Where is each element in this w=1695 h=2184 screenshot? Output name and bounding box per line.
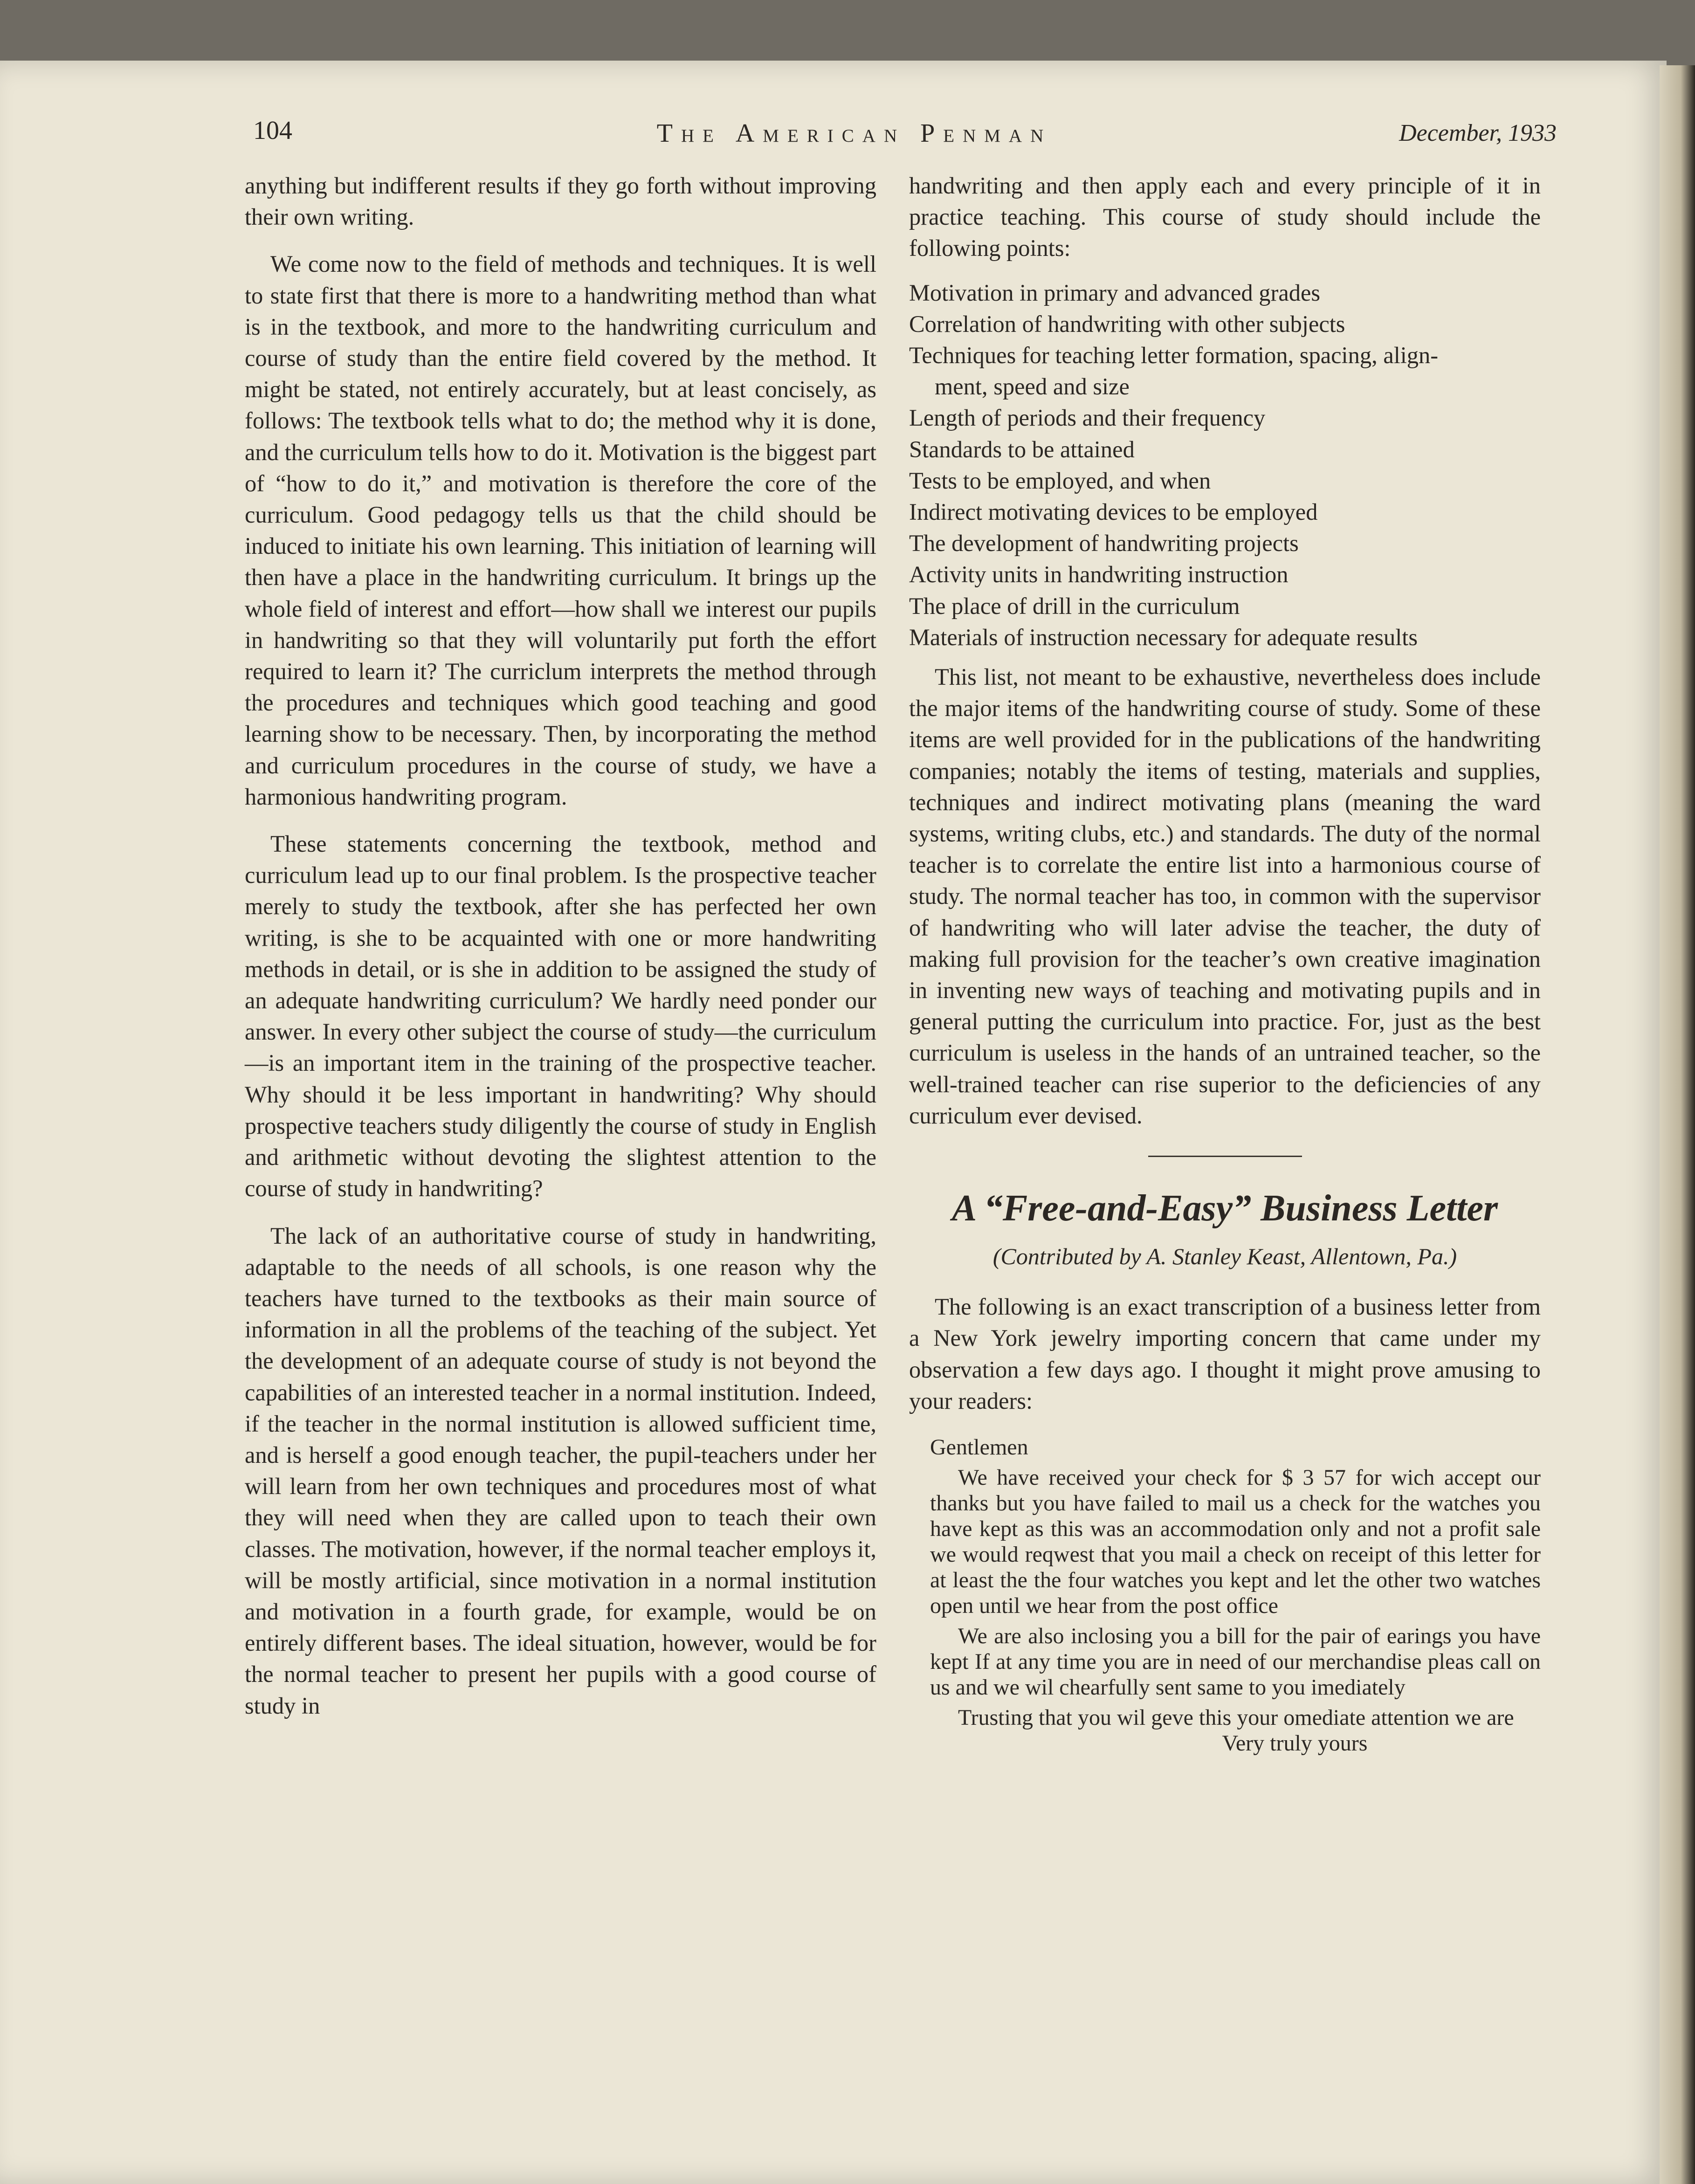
left-column: [245, 170, 876, 1722]
list-item: Motivation in primary and advanced grades: [909, 279, 1321, 306]
paragraph: This list, not meant to be exhaustive, nevertheless does include the major items of the handwriting course of study. Some of these items are well provided for in the publications of the handwriting companies; notably the items of testing, materials and supplies, techniques and indirect motivating plans (meaning the ward systems, writing clubs, etc.) and standards. The duty of the normal teacher is to correlate the entire list into a harmonious course of study. The normal teacher has too, in common with the supervisor of handwriting who will later advise the teacher, the duty of making full provision for the teacher’s own creative imagination in inventing new ways of teaching and motivating pupils and in general putting the curriculum into practice. For, just as the best curriculum is useless in the hands of an untrained teacher, so the well-trained teacher can rise superior to the deficiencies of any curriculum ever devised.: [909, 664, 1541, 1129]
page-edge: [1660, 65, 1695, 2184]
letter-paragraph: We are also inclosing you a bill for the pair of earings you have kept If at any time you are in need of our merchandise pleas call on us and we wil chearfully sent same to you imediately: [930, 1623, 1541, 1700]
list-item: Techniques for teaching letter formation, spacing, align- ment, speed and size: [909, 340, 1541, 402]
list-item: The development of handwriting projects: [909, 530, 1299, 557]
list-item: The place of drill in the curriculum: [909, 593, 1240, 619]
issue-date: December, 1933: [1399, 120, 1557, 146]
list-item: Standards to be attained: [909, 436, 1135, 462]
list-item: Length of periods and their frequency: [909, 405, 1266, 431]
letter-closing: Very truly yours: [1222, 1730, 1368, 1756]
list-item: Tests to be employed, and when: [909, 467, 1211, 494]
paragraph: These statements concerning the textbook, method and curriculum lead up to our final problem. Is the prospective teacher merely to study the textbook, after she has perfected her own writing, is she to be acquainted with one or more handwriting methods in detail, or is she in addition to be assigned the study of an adequate handwriting curriculum? We hardly need ponder our answer. In every other subject the course of study—the curriculum—is an important item in the training of the prospective teacher. Why should it be less important in handwriting? Why should prospective teachers study diligently the course of study in English and arithmetic without devoting the slightest attention to the course of study in handwriting?: [245, 831, 876, 1202]
page-number: 104: [253, 116, 292, 145]
letter-salutation: Gentlemen: [930, 1434, 1028, 1460]
paragraph: anything but indifferent results if they go forth without improving their own writing.: [245, 172, 876, 230]
course-points-list: [909, 277, 1541, 653]
paragraph: We come now to the field of methods and techniques. It is well to state first that there is more to a handwriting method than what is in the textbook, and more to the handwriting curriculum and course of study than the entire field covered by the method. It might be stated, not entirely accurately, but at least concisely, as follows: The textbook tells what to do; the method why it is done, and the curriculum tells how to do it. Motivation is the biggest part of “how to do it,” and motivation is therefore the core of the curriculum. Good pedagogy tells us that the child should be induced to initiate his own learning. This initiation of learning will then have a place in the handwriting curriculum. It brings up the whole field of interest and effort—how shall we interest our pupils in handwriting so that they will voluntarily put forth the effort required to learn it? The curriclum interprets the method through the procedures and techniques which good teaching and good learning show to be necessary. Then, by incorporating the method and curriculum procedures in the course of study, we have a harmonious handwriting program.: [245, 251, 876, 810]
list-item: Indirect motivating devices to be employed: [909, 499, 1318, 525]
running-head: The American Penman: [656, 119, 1052, 148]
paragraph: The following is an exact transcription of a business letter from a New York jewelry importing concern that came under my observation a few days ago. I thought it might prove amusing to your readers:: [909, 1294, 1541, 1414]
letter-transcription: [909, 1434, 1541, 1756]
list-item-continuation: ment, speed and size: [935, 373, 1130, 400]
article-byline: (Contributed by A. Stanley Keast, Allentown, Pa.): [992, 1243, 1457, 1270]
letter-paragraph: Trusting that you wil geve this your omediate attention we are: [958, 1705, 1514, 1730]
list-item: Activity units in handwriting instruction: [909, 561, 1288, 588]
page-header: [0, 116, 1667, 162]
list-item: Materials of instruction necessary for adequate results: [909, 624, 1418, 650]
article-title: A “Free-and-Easy” Business Letter: [951, 1188, 1498, 1229]
list-item: Correlation of handwriting with other subjects: [909, 310, 1345, 337]
letter-paragraph: We have received your check for $ 3 57 for wich accept our thanks but you have failed to mail us a check for the watches you have kept as this was an accommodation only and not a profit sale we would reqwest that you mail a check on receipt of this letter for at least the the four watches you kept and let the other two watches open until we hear from the post office: [930, 1465, 1541, 1618]
section-divider: [1148, 1156, 1302, 1157]
right-column: [909, 170, 1541, 1756]
paragraph: The lack of an authoritative course of study in handwriting, adaptable to the needs of all schools, is one reason why the teachers have turned to the textbooks as their main source of information in all the problems of the teaching of the subject. Yet the development of an adequate course of study is not beyond the capabilities of an interested teacher in a normal institution. Indeed, if the teacher in the normal institution is allowed sufficient time, and is herself a good enough teacher, the pupil-teachers under her will learn from her own techniques and procedures most of what they will need when they are called upon to teach their own classes. The motivation, however, if the normal teacher employs it, will be mostly artificial, since motivation in a normal institution and motivation in a fourth grade, for example, would be on entirely different bases. The ideal situation, however, would be for the normal teacher to present her pupils with a good course of study in: [245, 1222, 876, 1719]
paragraph: handwriting and then apply each and every principle of it in practice teaching. This course of study should include the following points:: [909, 172, 1541, 262]
